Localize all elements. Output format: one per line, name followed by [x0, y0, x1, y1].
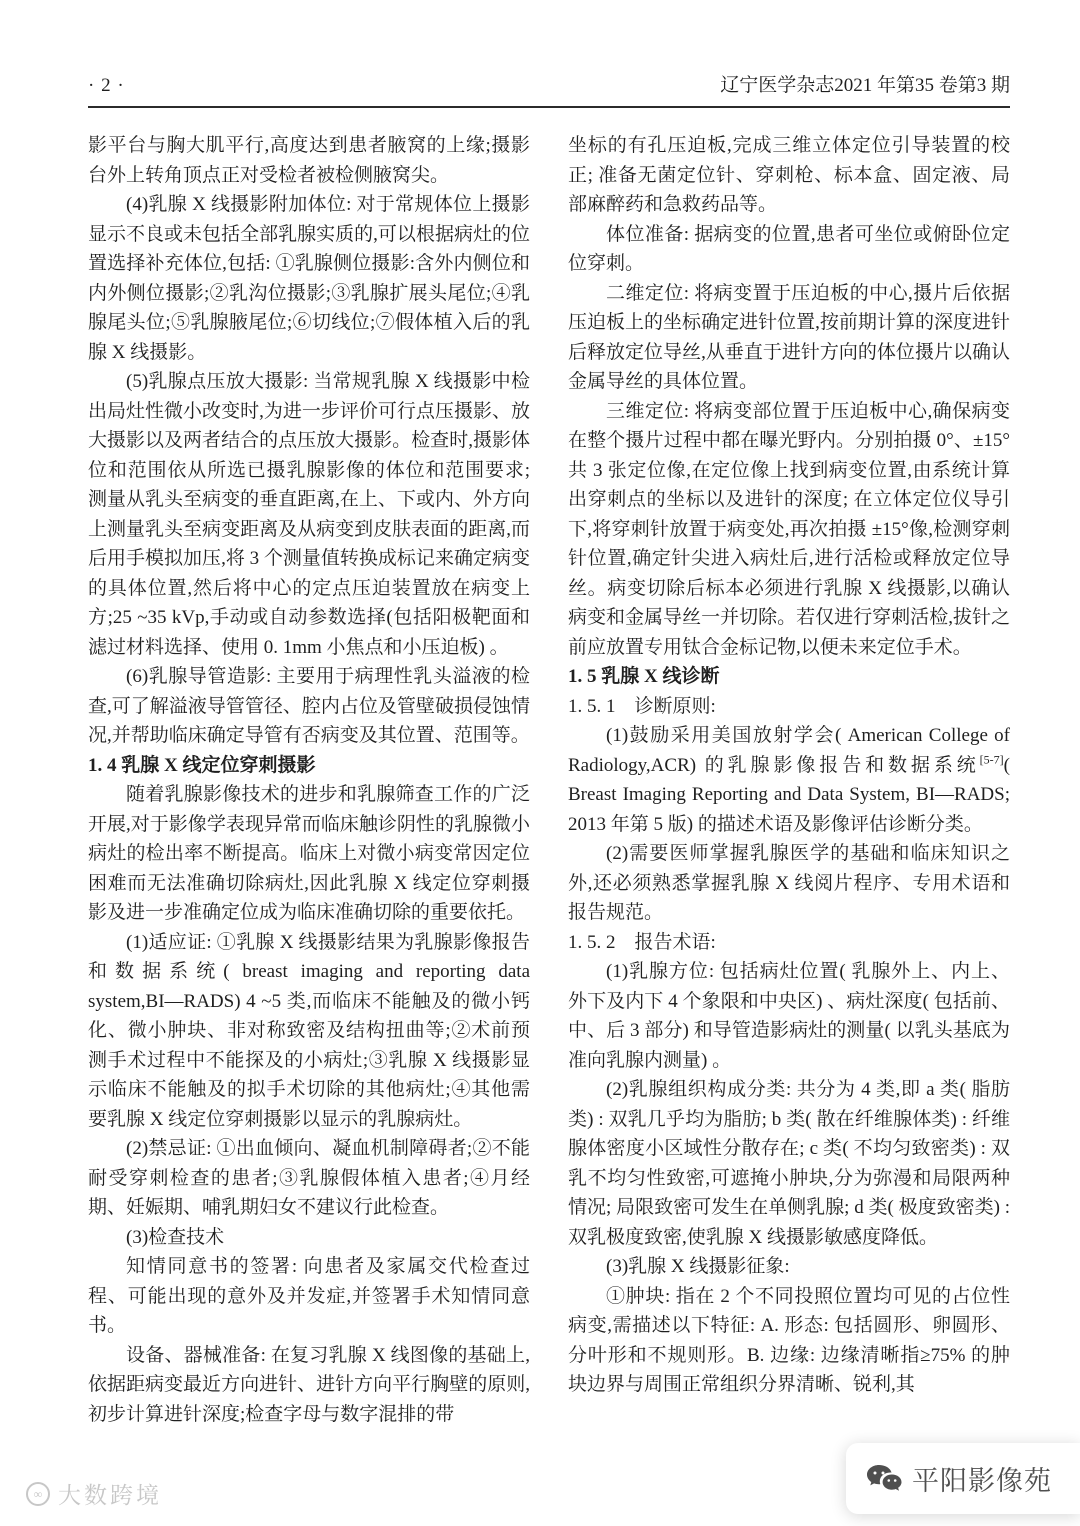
paragraph: 1. 5. 1 诊断原则: [568, 695, 716, 717]
wechat-icon [866, 1464, 902, 1494]
journal-title: 辽宁医学杂志2021 年第35 卷第3 期 [720, 75, 1010, 96]
paragraph: ①肿块: 指在 2 个不同投照位置均可见的占位性病变,需描述以下特征: A. 形态: 包括圆形、卵圆形、分叶形和不规则形。B. 边缘: 边缘清晰指≥75% 的肿块边界与周围正常组织分界清晰、锐利,其 [568, 1285, 1010, 1395]
paragraph: 1. 5. 2 报告术语: [568, 931, 716, 953]
paragraph: 三维定位: 将病变部位置于压迫板中心,确保病变在整个摄片过程中都在曝光野内。分别拍摄 0°、±15°共 3 张定位像,在定位像上找到病变位置,由系统计算出穿刺点的坐标以及进针的深度; 在立体定位仪导引下,将穿刺针放置于病变处,再次拍摄 ±15°像,检测穿刺针位置,确定针尖进入病灶后,进行活检或释放定位导丝。病变切除后标本必须进行乳腺 X 线摄影,以确认病变和金属导丝一并切除。若仅进行穿刺活检,拔针之前应放置专用钛合金标记物,以便未来定位手术。 [568, 400, 1010, 658]
page-header [88, 70, 1010, 108]
paragraph: 设备、器械准备: 在复习乳腺 X 线图像的基础上,依据距病变最近方向进针、进针方向平行胸壁的原则,初步计算进针深度;检查字母与数字混排的带 [88, 1344, 530, 1425]
paragraph: 坐标的有孔压迫板,完成三维立体定位引导装置的校正; 准备无菌定位针、穿刺枪、标本盒、固定液、局部麻醉药和急救药品等。 [568, 135, 1010, 215]
left-watermark [26, 1477, 162, 1510]
paragraph: (2)需要医师掌握乳腺医学的基础和临床知识之外,还必须熟悉掌握乳腺 X 线阅片程序、专用术语和报告规范。 [568, 843, 1010, 923]
paragraph: 影平台与胸大肌平行,高度达到患者腋窝的上缘;摄影台外上转角顶点正对受检者被检侧腋窝尖。 [88, 135, 530, 186]
page-number: · 2 · [88, 75, 125, 96]
paragraph: (4)乳腺 X 线摄影附加体位: 对于常规体位上摄影显示不良或未包括全部乳腺实质的,可以根据病灶的位置选择补充体位,包括: ①乳腺侧位摄影:含外内侧位和内外侧位摄影;②乳沟位摄影;③乳腺扩展头尾位;④乳腺尾头位;⑤乳腺腋尾位;⑥切线位;⑦假体植入后的乳腺 X 线摄影。 [88, 194, 530, 363]
paragraph: (2)禁忌证: ①出血倾向、凝血机制障碍者;②不能耐受穿刺检查的患者;③乳腺假体植入患者;④月经期、妊娠期、哺乳期妇女不建议行此检查。 [88, 1138, 530, 1218]
paragraph: (3)检查技术 [126, 1226, 225, 1248]
right-watermark [846, 1443, 1080, 1514]
right-watermark-label: 平阳影像苑 [912, 1466, 1052, 1496]
paragraph: 知情同意书的签署: 向患者及家属交代检查过程、可能出现的意外及并发症,并签署手术知情同意书。 [88, 1256, 530, 1336]
paragraph: (6)乳腺导管造影: 主要用于病理性乳头溢液的检查,可了解溢液导管管径、腔内占位及管壁破损侵蚀情况,并帮助临床确定导管有否病变及其位置、范围等。 [88, 666, 530, 746]
globe-icon: ∞ [26, 1482, 50, 1506]
paragraph: 体位准备: 据病变的位置,患者可坐位或俯卧位定位穿刺。 [568, 223, 1010, 274]
paragraph: (3)乳腺 X 线摄影征象: [606, 1256, 790, 1277]
paragraph: (1)乳腺方位: 包括病灶位置( 乳腺外上、内上、外下及内下 4 个象限和中央区) 、病灶深度( 包括前、中、后 3 部分) 和导管造影病灶的测量( 以乳头基底为准向乳腺内测量) 。 [568, 961, 1010, 1071]
paragraph: 二维定位: 将病变置于压迫板的中心,摄片后依据压迫板上的坐标确定进针位置,按前期计算的深度进针后释放定位导丝,从垂直于进针方向的体位摄片以确认金属导丝的具体位置。 [568, 282, 1010, 392]
column-right [568, 131, 1010, 1429]
paragraph: (1)适应证: ①乳腺 X 线摄影结果为乳腺影像报告和数据系统( breast imaging and reporting data system,BI—RADS) 4 ~5 类,而临床不能触及的微小钙化、微小肿块、非对称致密及结构扭曲等;②术前预测手术过程中不能探及的小病灶;③乳腺 X 线摄影显示临床不能触及的拟手术切除的其他病灶;④其他需要乳腺 X 线定位穿刺摄影以显示的乳腺病灶。 [88, 931, 530, 1130]
paragraph: (1)鼓励采用美国放射学会( American College of Radiology,ACR) 的乳腺影像报告和数据系统[5-7]( Breast Imaging Reporting and Data System, BI—RADS; 2013 年第 5 版) 的描述术语及影像评估诊断分类。 [568, 725, 1010, 835]
section-heading: 1. 5 乳腺 X 线诊断 [568, 666, 720, 687]
paragraph: 随着乳腺影像技术的进步和乳腺筛查工作的广泛开展,对于影像学表现异常而临床触诊阴性的乳腺微小病灶的检出率不断提高。临床上对微小病变常因定位困难而无法准确切除病灶,因此乳腺 X 线定位穿刺摄影及进一步准确定位成为临床准确切除的重要依托。 [88, 784, 530, 923]
paragraph: (2)乳腺组织构成分类: 共分为 4 类,即 a 类( 脂肪类) : 双乳几乎均为脂肪; b 类( 散在纤维腺体类) : 纤维腺体密度小区域性分散存在; c 类( 不均匀致密类) : 双乳不均匀性致密,可遮掩小肿块,分为弥漫和局限两种情况; 局限致密可发生在单侧乳腺; d 类( 极度致密类) : 双乳极度致密,使乳腺 X 线摄影敏感度降低。 [568, 1079, 1010, 1248]
article-body [88, 131, 1010, 1429]
paragraph: (5)乳腺点压放大摄影: 当常规乳腺 X 线摄影中检出局灶性微小改变时,为进一步评价可行点压摄影、放大摄影以及两者结合的点压放大摄影。检查时,摄影体位和范围依从所选已摄乳腺影像的体位和范围要求; 测量从乳头至病变的垂直距离,在上、下或内、外方向上测量乳头至病变距离及从病变到皮肤表面的距离,而后用手模拟加压,将 3 个测量值转换成标记来确定病变的具体位置,然后将中心的定点压迫装置放在病变上方;25 ~35 kVp,手动或自动参数选择(包括阳极靶面和滤过材料选择、使用 0. 1mm 小焦点和小压迫板) 。 [88, 371, 530, 658]
column-left [88, 131, 530, 1429]
section-heading: 1. 4 乳腺 X 线定位穿刺摄影 [88, 754, 316, 776]
left-watermark-label: 大数跨境 [58, 1482, 162, 1508]
citation-superscript: [5-7] [979, 752, 1004, 767]
